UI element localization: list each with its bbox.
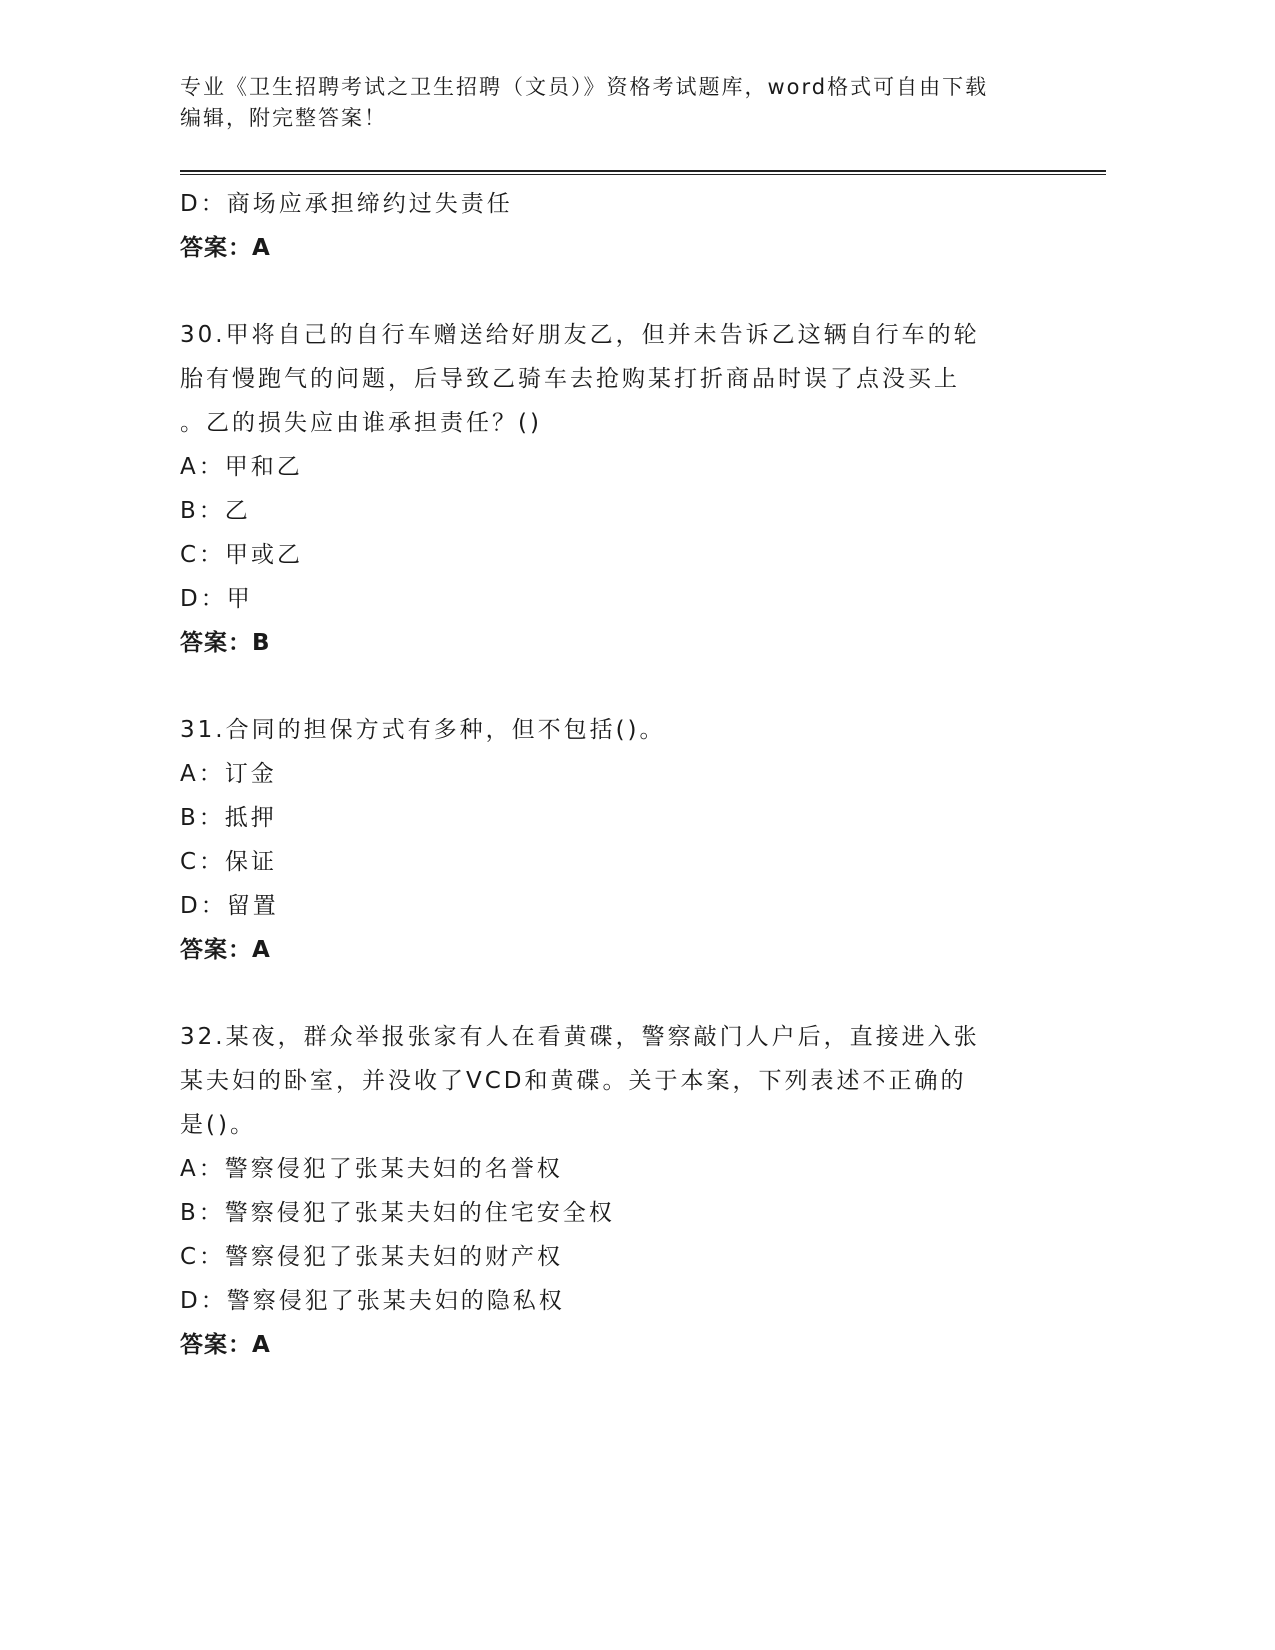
option-c: C：甲或乙 <box>180 542 304 568</box>
option-b: B：乙 <box>180 498 251 524</box>
answer: 答案：A <box>180 1332 271 1358</box>
question-text-line-1: 30.甲将自己的自行车赠送给好朋友乙，但并未告诉乙这辆自行车的轮 <box>180 322 980 348</box>
answer: 答案：B <box>180 630 271 656</box>
option-d: D：留置 <box>180 893 279 919</box>
option-a: A：警察侵犯了张某夫妇的名誉权 <box>180 1156 563 1182</box>
question-text-line-1: 32.某夜，群众举报张家有人在看黄碟，警察敲门人户后，直接进入张 <box>180 1024 980 1050</box>
question-text-line-2: 某夫妇的卧室，并没收了VCD和黄碟。关于本案，下列表述不正确的 <box>180 1068 967 1094</box>
question-text-line-3: 。乙的损失应由谁承担责任？() <box>180 410 542 436</box>
header-line-1: 专业《卫生招聘考试之卫生招聘（文员）》资格考试题库，word格式可自由下载 <box>180 75 989 99</box>
question-29-tail <box>180 182 1080 270</box>
document-header <box>180 72 1060 134</box>
question-text-line-2: 胎有慢跑气的问题，后导致乙骑车去抢购某打折商品时误了点没买上 <box>180 366 960 392</box>
header-rule-thin <box>180 174 1106 175</box>
question-list <box>180 182 1080 1367</box>
header-line-2: 编辑，附完整答案！ <box>180 106 387 130</box>
option-d: D：警察侵犯了张某夫妇的隐私权 <box>180 1288 565 1314</box>
answer: 答案：A <box>180 235 271 261</box>
option-b: B：警察侵犯了张某夫妇的住宅安全权 <box>180 1200 615 1226</box>
question-text-line-1: 31.合同的担保方式有多种，但不包括()。 <box>180 717 666 743</box>
option-d: D：甲 <box>180 586 253 612</box>
header-rule-thick <box>180 170 1106 172</box>
question-text-line-3: 是()。 <box>180 1112 256 1138</box>
option-b: B：抵押 <box>180 805 277 831</box>
option-a: A：订金 <box>180 761 277 787</box>
question-30 <box>180 313 1080 665</box>
question-32 <box>180 1015 1080 1367</box>
answer: 答案：A <box>180 937 271 963</box>
option-a: A：甲和乙 <box>180 454 303 480</box>
option-c: C：保证 <box>180 849 278 875</box>
option-c: C：警察侵犯了张某夫妇的财产权 <box>180 1244 564 1270</box>
question-31 <box>180 708 1080 972</box>
option-d: D：商场应承担缔约过失责任 <box>180 191 513 217</box>
